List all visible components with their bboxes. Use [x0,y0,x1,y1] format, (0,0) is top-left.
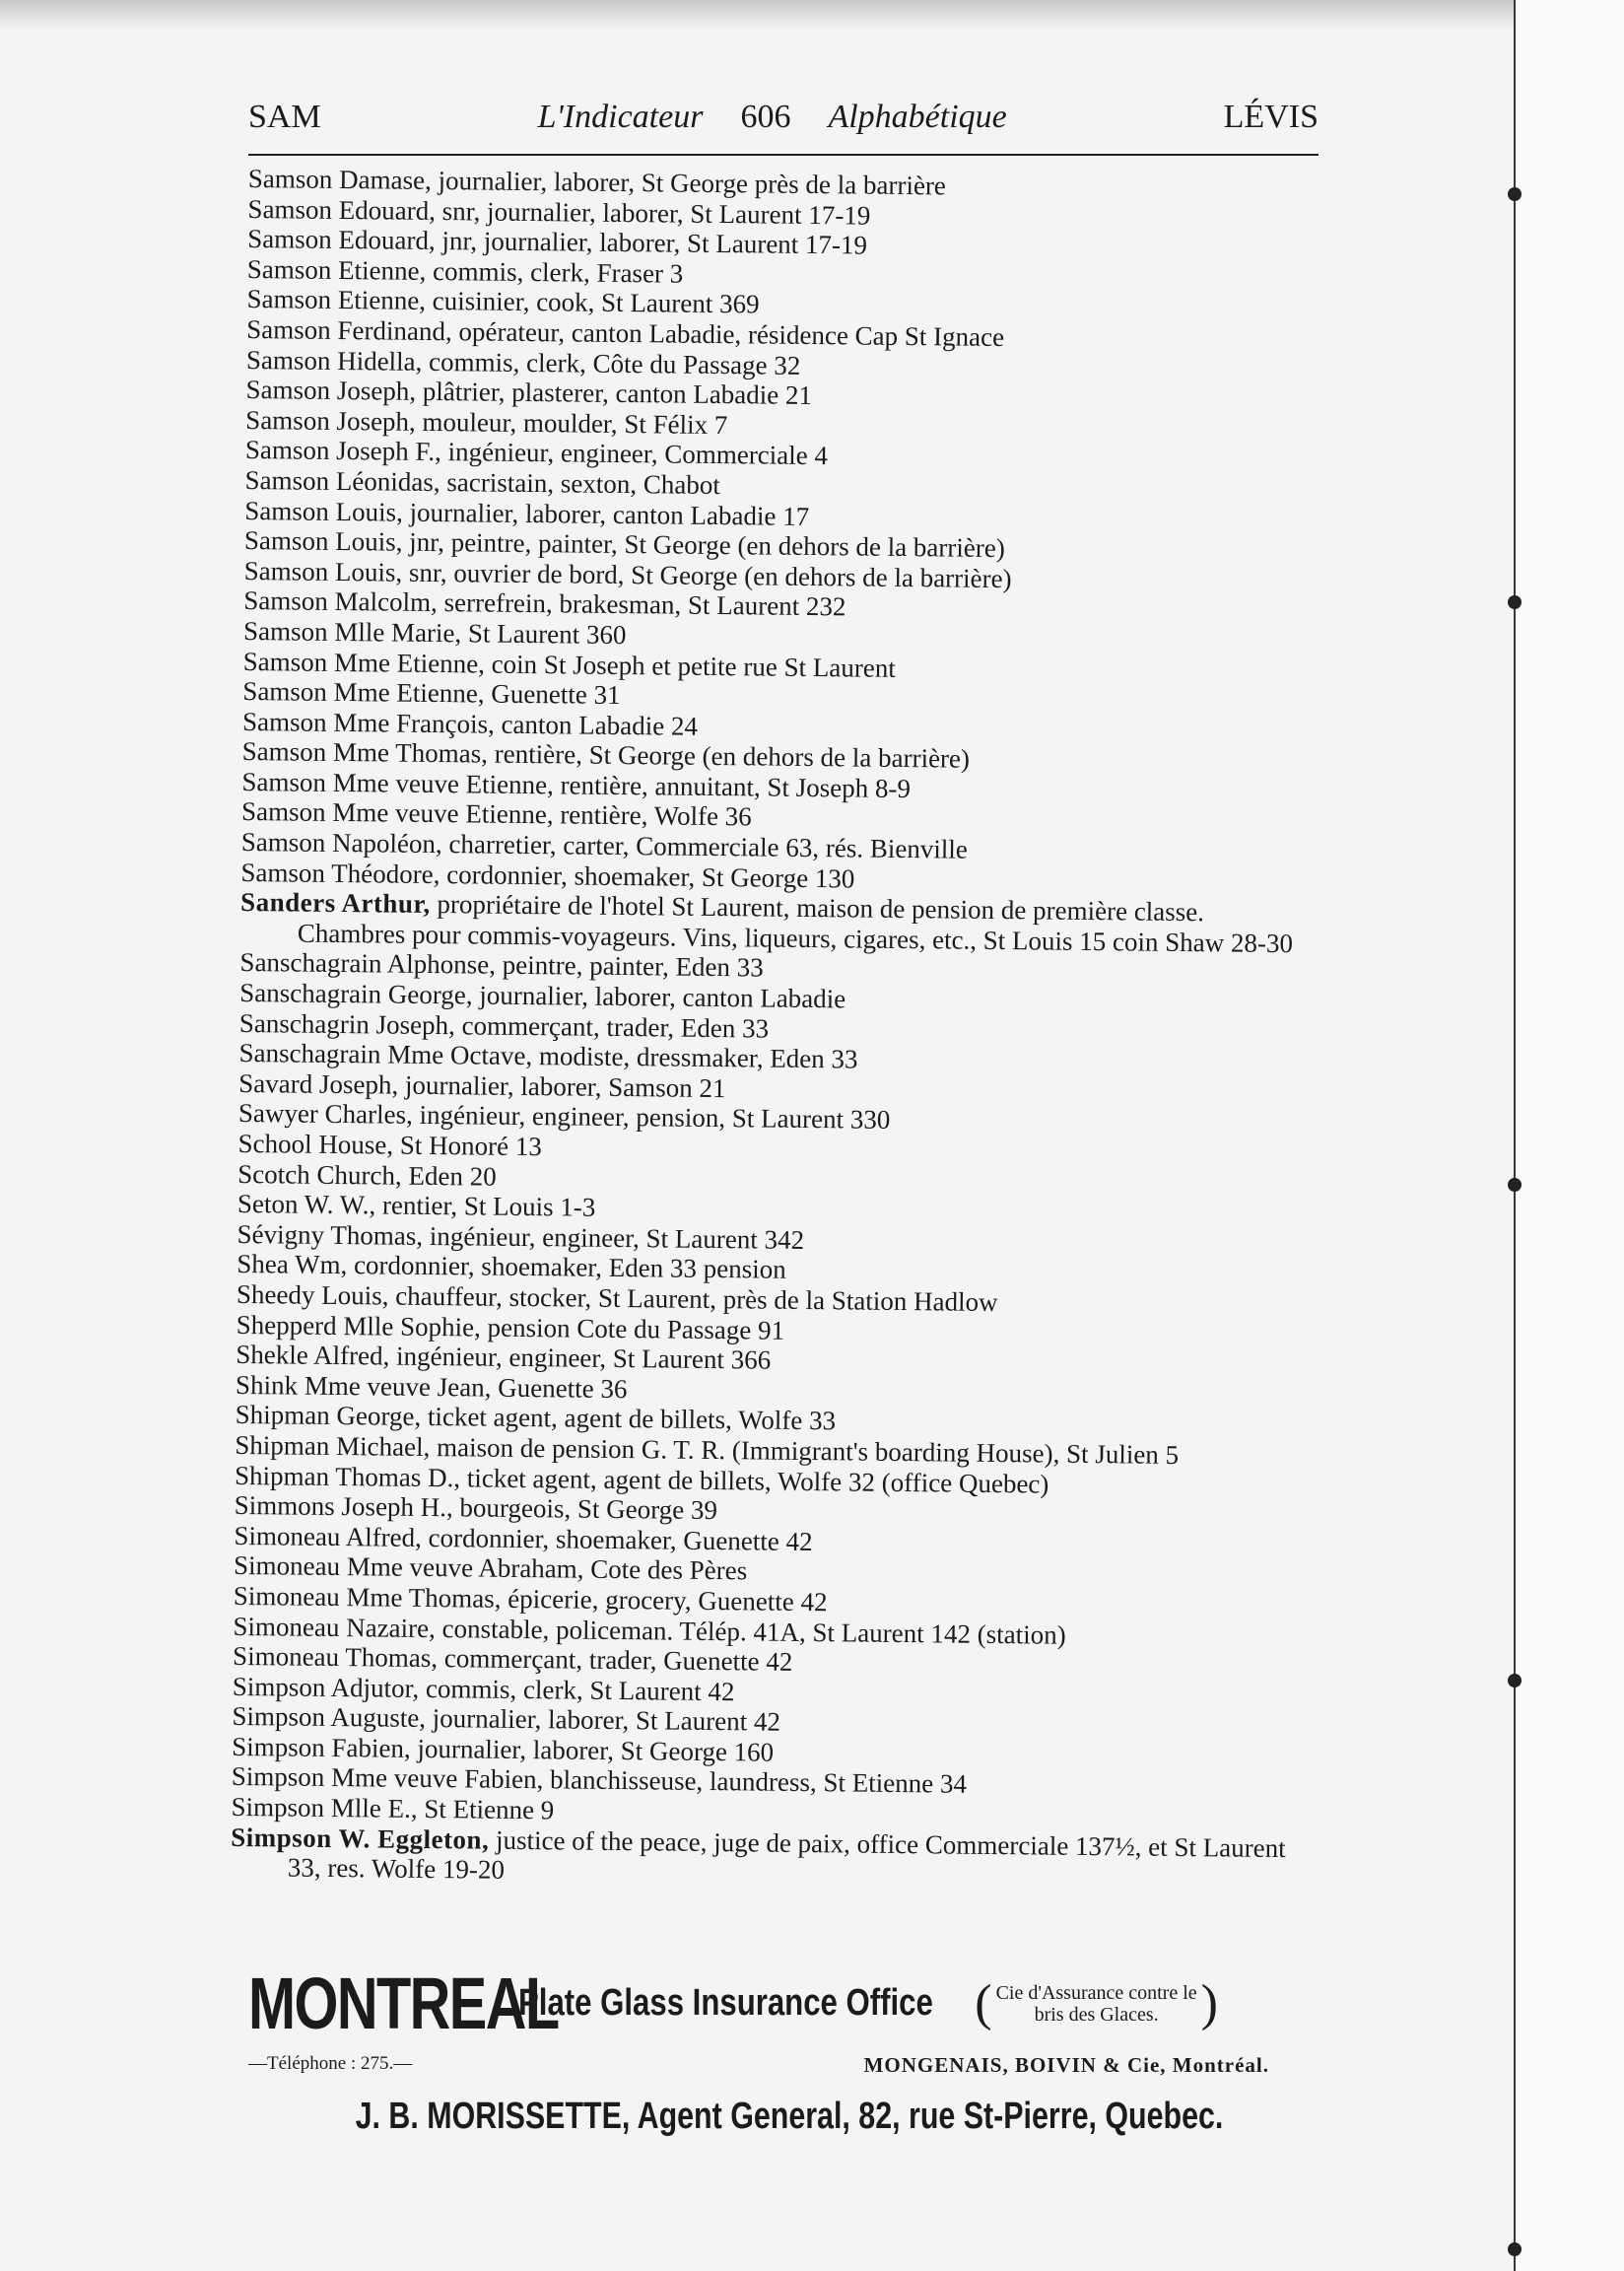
directory-entry: Sanschagrin Joseph, commerçant, trader, Eden 33 [238,1007,770,1044]
entry-text: justice of the peace, juge de paix, office Commerciale 137½, et St Laurent 33, res. Wolfe 19-20 [287,1824,1286,1886]
directory-entry: Sawyer Charles, ingénieur, engineer, pension, St Laurent 330 [237,1098,891,1136]
directory-entry: Samson Mlle Marie, St Laurent 360 [242,615,627,650]
directory-entry: Shekle Alfred, ingénieur, engineer, St Laurent 366 [236,1340,772,1375]
directory-entry: Sanschagrain George, journalier, laborer, canton Labadie [239,977,846,1014]
binding-notch [1508,1178,1522,1192]
directory-entry: Simoneau Nazaire, constable, policeman. Télép. 41A, St Laurent 142 (station) [233,1611,1066,1650]
directory-entry: Shipman Michael, maison de pension G. T. R. (Immigrant's boarding House), St Julien 5 [235,1429,1180,1470]
directory-entry: Simoneau Thomas, commerçant, trader, Guenette 42 [232,1641,793,1677]
advertisement [248,1961,1319,2138]
directory-page [231,99,1319,1886]
binding-notch [1508,2242,1522,2256]
directory-entry: Sanschagrain Alphonse, peintre, painter, Eden 33 [239,947,764,983]
directory-entry: Scotch Church, Eden 20 [237,1158,497,1192]
directory-entry: Simoneau Alfred, cordonnier, shoemaker, Guenette 42 [234,1520,813,1556]
directory-entry: Samson Mme Etienne, Guenette 31 [242,676,621,711]
directory-entry: Samson Damase, journalier, laborer, St George près de la barrière [247,164,947,201]
ad-city: MONTREAL [248,1962,559,2044]
directory-entry: Simpson Fabien, journalier, laborer, St George 160 [232,1731,775,1767]
directory-entry: Samson Louis, journalier, laborer, canton Labadie 17 [244,495,810,531]
entry-name-bold: Sanders Arthur, [239,887,431,920]
directory-entry: Samson Edouard, snr, journalier, laborer, St Laurent 17-19 [247,193,871,231]
page-number: 606 [740,99,791,135]
ad-french-name: ( Cie d'Assurance contre le bris des Glaces. ) [975,1974,1218,2031]
directory-entry: Samson Léonidas, sacristain, sexton, Chabot [244,464,720,500]
directory-entry: Shipman Thomas D., ticket agent, agent de billets, Wolfe 32 (office Quebec) [234,1460,1049,1499]
directory-entry: Samson Joseph, mouleur, moulder, St Félix 7 [245,404,728,440]
header-city: LÉVIS [1223,99,1319,135]
directory-entry: Shipman George, ticket agent, agent de billets, Wolfe 33 [235,1400,837,1436]
directory-entry: Shea Wm, cordonnier, shoemaker, Eden 33 pension [237,1249,786,1285]
directory-entry: Samson Malcolm, serrefrein, brakesman, St Laurent 232 [243,585,846,622]
directory-entry: Sanschagrain Mme Octave, modiste, dressmaker, Eden 33 [238,1038,858,1074]
header-subtitle: Alphabétique [828,99,1007,135]
header-letters: SAM [248,99,321,135]
directory-entry: Simpson Mme veuve Fabien, blanchisseuse, laundress, St Etienne 34 [231,1761,968,1800]
directory-entry: Savard Joseph, journalier, laborer, Samson 21 [238,1067,726,1103]
directory-entry-bold [231,1823,1302,1894]
directory-entry: Shepperd Mlle Sophie, pension Cote du Passage 91 [236,1309,785,1345]
directory-entry: Simoneau Mme veuve Abraham, Cote des Pères [233,1550,748,1586]
binding-notch [1508,1674,1522,1687]
directory-entry: Samson Mme Etienne, coin St Joseph et petite rue St Laurent [242,646,896,683]
scan-top-edge [0,0,1624,30]
directory-entry: Sheedy Louis, chauffeur, stocker, St Laurent, près de la Station Hadlow [236,1278,998,1317]
ad-french-line1: Cie d'Assurance contre le [995,1981,1197,2004]
entry-name-bold: Simpson W. Eggleton, [231,1822,490,1855]
directory-entry: Samson Hidella, commis, clerk, Côte du Passage 32 [245,344,801,380]
header-rule [248,154,1319,156]
directory-entry: Samson Mme veuve Etienne, rentière, Wolfe 36 [240,796,752,832]
directory-entry: Sévigny Thomas, ingénieur, engineer, St Laurent 342 [237,1218,805,1255]
ad-french-line2: bris des Glaces. [1034,2003,1159,2026]
entry-text: propriétaire de l'hotel St Laurent, maison de pension de première classe. Chambres pour commis-voyageurs. Vins, liqueurs, cigares, etc., St Louis 15 coin Shaw 28-30 [297,889,1294,958]
directory-entry: School House, St Honoré 13 [237,1128,542,1162]
directory-entry: Samson Louis, jnr, peintre, painter, St George (en dehors de la barrière) [243,525,1005,564]
directory-entry: Samson Mme Thomas, rentière, St George (en dehors de la barrière) [241,736,971,774]
ad-agent: J. B. MORISSETTE, Agent General, 82, rue St-Pierre, Quebec. [355,2096,1224,2137]
header-title: L'Indicateur [537,99,704,135]
directory-entry: Samson Louis, snr, ouvrier de bord, St George (en dehors de la barrière) [243,555,1012,593]
directory-entry: Shink Mme veuve Jean, Guenette 36 [235,1369,628,1404]
directory-entry: Simpson Auguste, journalier, laborer, St Laurent 42 [232,1701,781,1738]
directory-entry: Samson Napoléon, charretier, carter, Commerciale 63, rés. Bienville [240,827,968,864]
directory-entry-bold [240,887,1312,959]
directory-entry: Samson Ferdinand, opérateur, canton Labadie, résidence Cap St Ignace [246,313,1005,353]
directory-entry: Samson Etienne, cuisinier, cook, St Laurent 369 [246,284,760,319]
ad-firm: MONGENAIS, BOIVIN & Cie, Montréal. [863,2053,1269,2077]
directory-entry: Simoneau Mme Thomas, épicerie, grocery, Guenette 42 [233,1580,828,1617]
directory-entry: Samson Joseph F., ingénieur, engineer, Commerciale 4 [244,435,829,471]
header-center [538,99,1007,136]
directory-entry: Seton W. W., rentier, St Louis 1-3 [237,1189,596,1222]
binding-notch [1508,595,1522,609]
directory-entry: Simpson Mlle E., St Etienne 9 [231,1791,555,1825]
ad-office-name: Plate Glass Insurance Office [518,1982,933,2024]
directory-entries [231,164,1319,1893]
directory-entry: Simmons Joseph H., bourgeois, St George 39 [234,1490,718,1526]
directory-entry: Samson Etienne, commis, clerk, Fraser 3 [246,253,684,289]
directory-entry: Samson Mme veuve Etienne, rentière, annuitant, St Joseph 8-9 [241,766,912,803]
directory-entry: Samson Edouard, jnr, journalier, laborer, St Laurent 17-19 [247,224,868,260]
directory-entry: Samson Joseph, plâtrier, plasterer, canton Labadie 21 [245,375,813,411]
directory-entry: Samson Théodore, cordonnier, shoemaker, St George 130 [240,857,855,894]
directory-entry: Simpson Adjutor, commis, clerk, St Laurent 42 [232,1671,735,1706]
page-header [248,99,1319,154]
ad-telephone: —Téléphone : 275.— [248,2053,413,2074]
page-binding-edge [1514,0,1624,2271]
binding-notch [1508,187,1522,201]
directory-entry: Samson Mme François, canton Labadie 24 [241,706,699,741]
